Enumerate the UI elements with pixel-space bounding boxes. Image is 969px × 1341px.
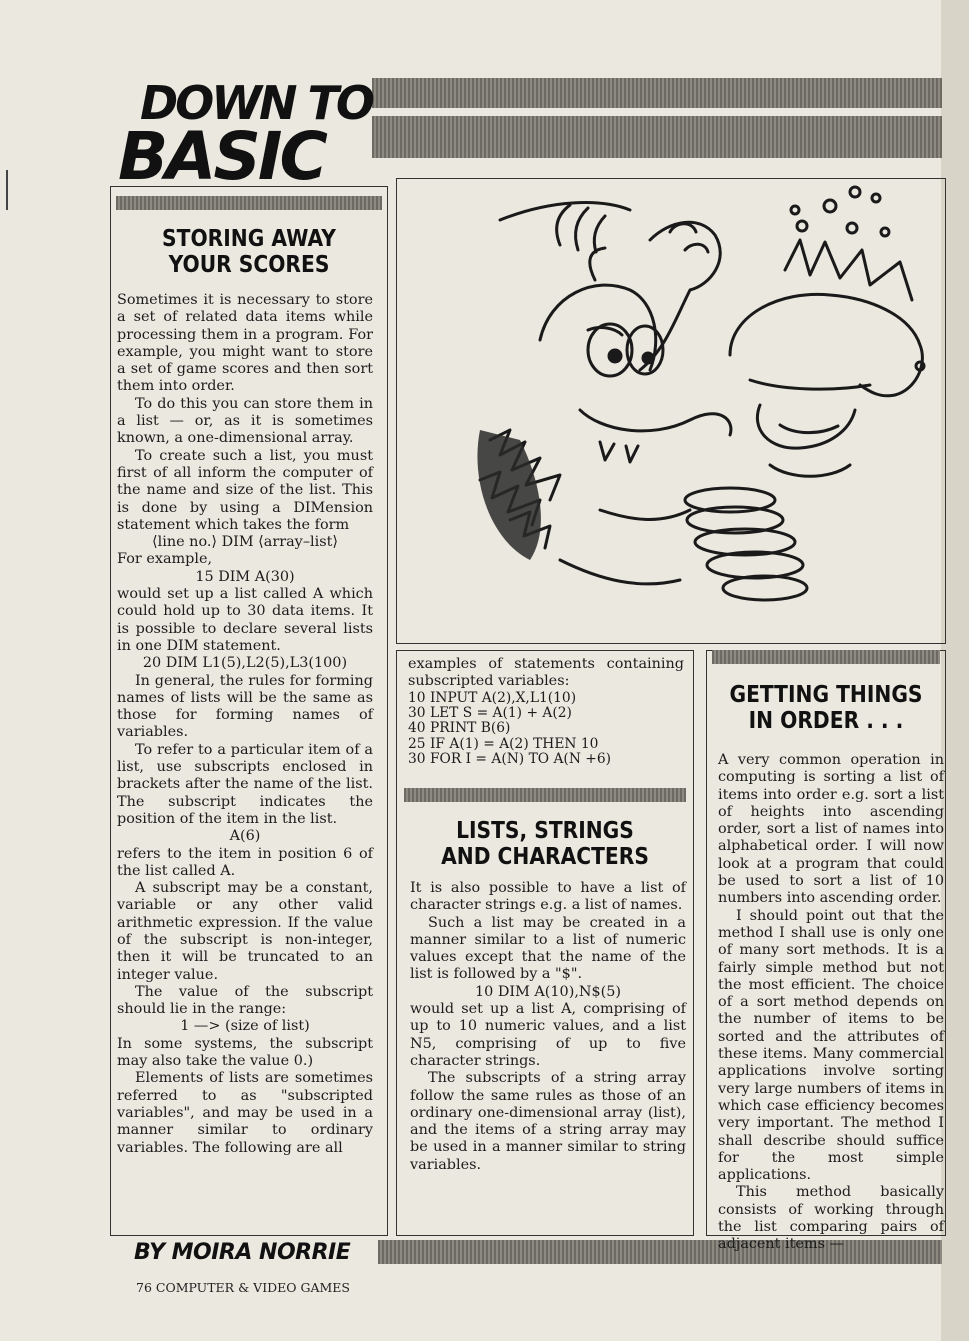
right-section-title xyxy=(726,682,927,734)
subscript-range: 1 —> (size of list) xyxy=(180,1018,310,1035)
left-section-bar xyxy=(116,196,382,210)
left-section-title xyxy=(132,226,366,278)
right-section-bar xyxy=(712,650,940,664)
middle-para-3: Such a list may be created in a manner similar to a list of numeric values except that the name of the list is followed by a "$". xyxy=(410,914,686,983)
middle-para-2: It is also possible to have a list of character strings e.g. a list of names. xyxy=(410,880,686,914)
code-line: 25 IF A(1) = A(2) THEN 10 xyxy=(408,735,599,752)
right-title-line1: GETTING THINGS xyxy=(729,682,923,708)
left-para-9: The value of the subscript should lie in the range: xyxy=(117,983,373,1018)
left-para-3: To create such a list, you must first of all inform the computer of the name and size of the list. This is done by using a DIMension statement which takes the form xyxy=(117,447,373,533)
middle-para-4: would set up a list A, comprising of up to 10 numeric values, and a list N5, comprising of up to five character strings. xyxy=(410,1001,686,1069)
left-para-11: Elements of lists are sometimes referred to as "subscripted variables", and may be used in a manner similar to ordinary variables. The following are all xyxy=(117,1070,373,1156)
dim-example-2: 20 DIM L1(5),L2(5),L3(100) xyxy=(142,655,348,672)
author-byline: BY MOIRA NORRIE xyxy=(134,1240,351,1265)
left-para-8: A subscript may be a constant, variable or any other valid arithmetic expression. If the value of the subscript is non-integer, then it will be truncated to an integer value. xyxy=(117,880,373,983)
header-bar-bottom xyxy=(372,116,942,158)
subscript-example: A(6) xyxy=(229,828,261,845)
string-dim-example: 10 DIM A(10),N$(5) xyxy=(474,983,622,1000)
left-para-6: To refer to a particular item of a list, use subscripts enclosed in brackets after the name of the list. The subscript indicates the position of the item in the list. xyxy=(117,741,373,827)
headline-line1: DOWN TO xyxy=(140,76,373,130)
page-footer: 76 COMPUTER & VIDEO GAMES xyxy=(136,1280,350,1295)
dim-form: ⟨line no.⟩ DIM ⟨array–list⟩ xyxy=(152,534,338,551)
middle-title-line2: AND CHARACTERS xyxy=(441,844,649,870)
code-listing xyxy=(408,691,684,768)
left-column-text xyxy=(117,292,373,1157)
left-para-2: To do this you can store them in a list — or, as it is sometimes known, a one-dimensional array. xyxy=(117,395,373,447)
right-para-2: I should point out that the method I shall use is only one of many sort methods. It is a fairly simple method but not the most efficient. The choice of a sort method depends on the number of items to be sorted and the attributes of these items. Many commercial applications involve sorting very large numbers of items in which case efficiency becomes very important. The method I shall describe should suffice for the most simple applications. xyxy=(718,907,944,1184)
middle-title-line1: LISTS, STRINGS xyxy=(456,818,634,844)
code-line: 30 FOR I = A(N) TO A(N +6) xyxy=(408,751,611,768)
left-title-line2: YOUR SCORES xyxy=(168,252,330,278)
middle-para-5: The subscripts of a string array follow the same rules as those of an ordinary one-dimensional array (list), and the items of a string array may be used in a manner similar to string variables. xyxy=(410,1070,686,1173)
code-line: 40 PRINT B(6) xyxy=(408,720,511,737)
middle-column-text xyxy=(410,880,686,1174)
right-para-1: A very common operation in computing is sorting a list of items into order e.g. sort a list of heights into ascending order, sort a list of names into alphabetical order. I will now look at a program that could be used to sort a list of 10 numbers into ascending order. xyxy=(718,752,944,907)
left-para-4: would set up a list called A which could hold up to 30 data items. It is possible to declare several lists in one DIM statement. xyxy=(117,586,373,654)
cartoon-illustration xyxy=(400,180,960,642)
code-line: 30 LET S = A(1) + A(2) xyxy=(408,705,572,721)
left-para-7: refers to the item in position 6 of the list called A. xyxy=(117,845,373,879)
dim-example-1: 15 DIM A(30) xyxy=(195,568,295,585)
left-para-10: In some systems, the subscript may also take the value 0.) xyxy=(117,1035,373,1070)
for-example-label: For example, xyxy=(117,551,213,568)
left-para-5: In general, the rules for forming names of lists will be the same as those for forming names of variables. xyxy=(117,672,373,741)
right-column-text xyxy=(718,752,944,1254)
middle-section-bar xyxy=(404,788,686,802)
middle-column-top-text xyxy=(408,656,684,768)
middle-para-1: examples of statements containing subscripted variables: xyxy=(408,656,684,690)
left-para-1: Sometimes it is necessary to store a set of related data items while processing them in a program. For example, you might want to store a set of game scores and then sort them into order. xyxy=(117,292,373,395)
right-para-3: This method basically consists of working through the list comparing pairs of adjacent items — xyxy=(718,1184,944,1253)
middle-section-title xyxy=(421,818,669,870)
code-line: 10 INPUT A(2),X,L1(10) xyxy=(408,689,577,706)
header-bar-top xyxy=(372,78,942,108)
right-title-line2: IN ORDER . . . xyxy=(748,708,904,734)
headline-line2: BASIC xyxy=(118,118,325,195)
left-title-line1: STORING AWAY xyxy=(162,226,336,252)
binding-mark xyxy=(6,170,8,210)
